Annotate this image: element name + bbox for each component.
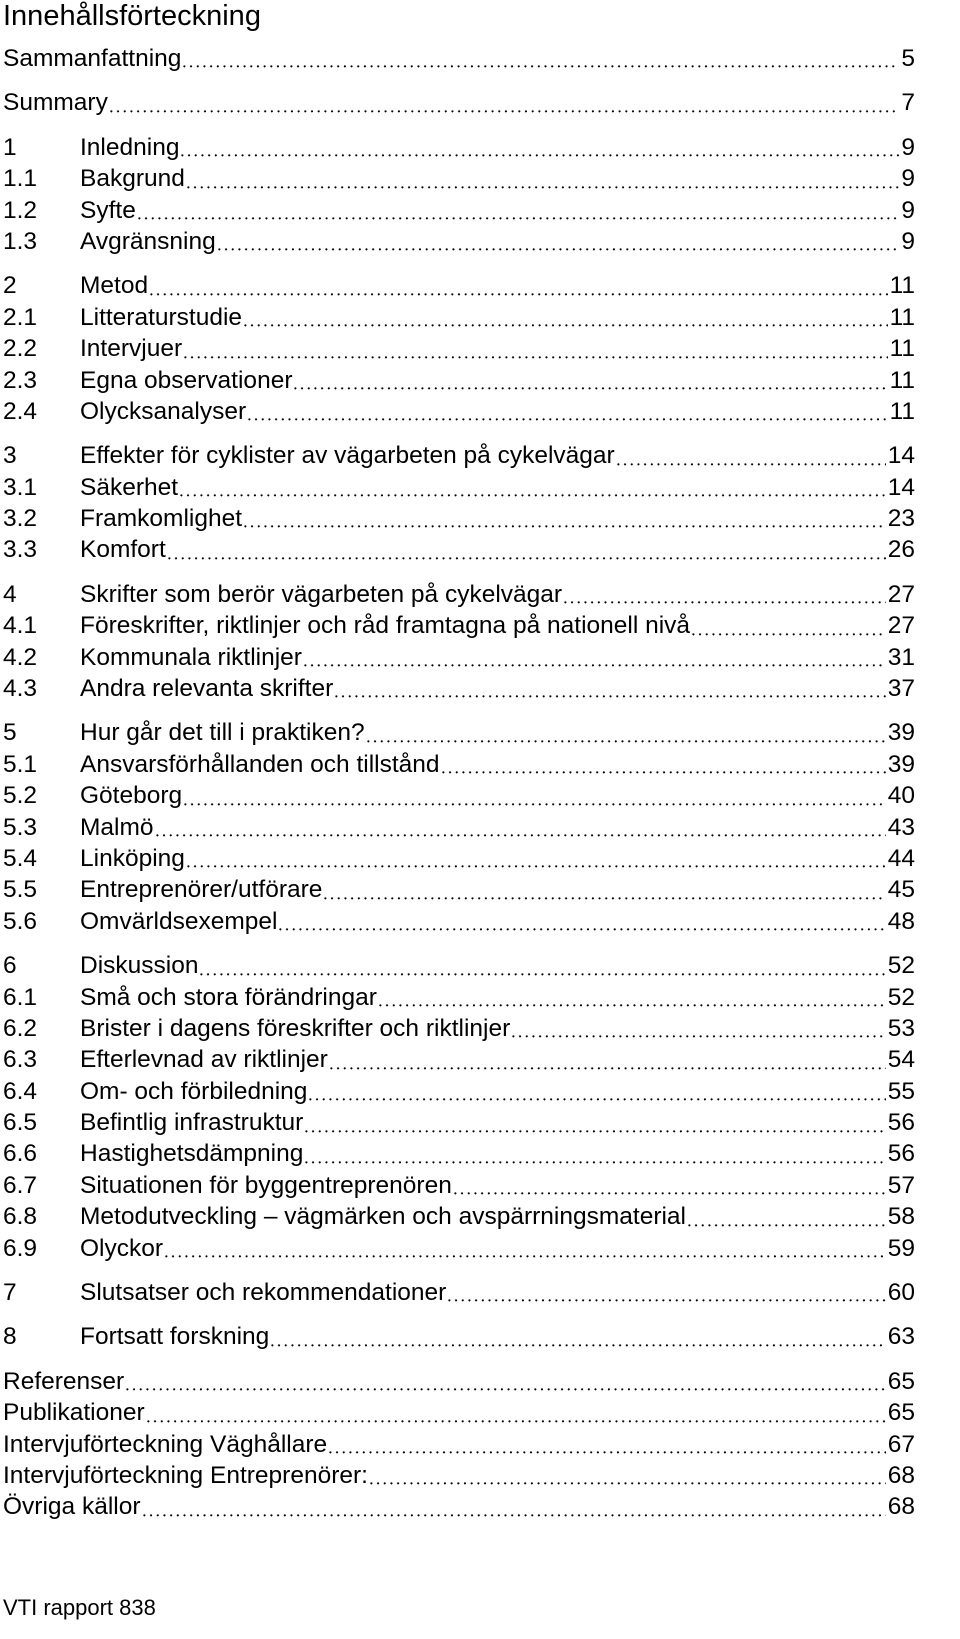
toc-dot-leader bbox=[564, 601, 886, 604]
toc-entry-page-number: 27 bbox=[887, 580, 915, 608]
toc-entry-number: 1.3 bbox=[3, 227, 38, 255]
toc-group bbox=[3, 440, 915, 566]
toc-dot-leader bbox=[512, 1035, 885, 1038]
toc-entry[interactable] bbox=[3, 673, 915, 704]
toc-entry[interactable] bbox=[3, 333, 915, 364]
toc-entry[interactable] bbox=[3, 642, 915, 673]
toc-entry-page-number: 11 bbox=[889, 366, 915, 394]
toc-entry-page-number: 67 bbox=[887, 1430, 915, 1458]
toc-entry-page-number: 11 bbox=[889, 335, 915, 363]
toc-list bbox=[3, 43, 915, 1536]
toc-dot-leader bbox=[442, 771, 886, 774]
toc-entry-label: Hur går det till i praktiken? bbox=[80, 719, 365, 747]
toc-entry-page-number: 68 bbox=[887, 1493, 915, 1521]
toc-entry-label: Hastighetsdämpning bbox=[80, 1140, 304, 1168]
toc-group bbox=[3, 87, 915, 118]
toc-entry[interactable] bbox=[3, 1491, 915, 1522]
toc-entry-label: Situationen för byggentreprenören bbox=[80, 1171, 452, 1199]
toc-entry-label: Bakgrund bbox=[80, 165, 185, 193]
toc-entry-page-number: 53 bbox=[887, 1014, 915, 1042]
toc-entry-page-number: 11 bbox=[889, 397, 915, 425]
toc-group bbox=[3, 579, 915, 705]
toc-entry[interactable] bbox=[3, 610, 915, 641]
toc-entry-page-number: 54 bbox=[887, 1046, 915, 1074]
toc-entry-label: Intervjuer bbox=[80, 335, 183, 363]
toc-entry[interactable] bbox=[3, 1076, 915, 1107]
toc-entry[interactable] bbox=[3, 1397, 915, 1428]
toc-dot-leader bbox=[330, 1067, 886, 1070]
toc-entry[interactable] bbox=[3, 534, 915, 565]
toc-dot-leader bbox=[379, 1004, 886, 1007]
toc-entry-page-number: 65 bbox=[887, 1367, 915, 1395]
toc-entry[interactable] bbox=[3, 780, 915, 811]
toc-entry-label: Entreprenörer/utförare bbox=[80, 876, 323, 904]
toc-entry-page-number: 55 bbox=[887, 1077, 915, 1105]
toc-dot-leader bbox=[183, 65, 899, 68]
toc-dot-leader bbox=[156, 834, 886, 837]
toc-dot-leader bbox=[305, 1130, 885, 1133]
toc-entry-page-number: 52 bbox=[887, 952, 915, 980]
toc-entry[interactable] bbox=[3, 1013, 915, 1044]
toc-entry-label: Brister i dagens föreskrifter och riktlinjer bbox=[80, 1014, 511, 1042]
toc-dot-leader bbox=[143, 1514, 886, 1517]
toc-entry-label: Säkerhet bbox=[80, 473, 179, 501]
toc-entry-label: Skrifter som berör vägarbeten på cykelvägar bbox=[80, 580, 563, 608]
toc-entry-number: 6.6 bbox=[3, 1140, 38, 1168]
toc-dot-leader bbox=[454, 1192, 886, 1195]
toc-entry[interactable] bbox=[3, 1201, 915, 1232]
toc-dot-leader bbox=[200, 973, 885, 976]
toc-entry-page-number: 63 bbox=[887, 1323, 915, 1351]
toc-entry[interactable] bbox=[3, 717, 915, 748]
toc-entry-number: 5 bbox=[3, 719, 17, 747]
toc-entry-number: 2.4 bbox=[3, 397, 38, 425]
toc-entry-page-number: 48 bbox=[887, 907, 915, 935]
toc-entry-label: Övriga källor bbox=[3, 1493, 141, 1521]
toc-entry[interactable] bbox=[3, 132, 915, 163]
toc-entry-page-number: 9 bbox=[901, 165, 915, 193]
toc-entry-number: 5.5 bbox=[3, 876, 38, 904]
toc-entry-number: 6.9 bbox=[3, 1234, 38, 1262]
toc-entry-page-number: 31 bbox=[887, 643, 915, 671]
toc-entry-page-number: 60 bbox=[887, 1279, 915, 1307]
toc-group bbox=[3, 1366, 915, 1523]
toc-entry[interactable] bbox=[3, 1277, 915, 1308]
toc-dot-leader bbox=[309, 1098, 885, 1101]
toc-entry-label: Litteraturstudie bbox=[80, 303, 243, 331]
toc-entry[interactable] bbox=[3, 87, 915, 118]
toc-group bbox=[3, 717, 915, 937]
toc-entry-label: Omvärldsexempel bbox=[80, 907, 278, 935]
toc-dot-leader bbox=[294, 387, 887, 390]
toc-entry-label: Komfort bbox=[80, 536, 166, 564]
toc-entry[interactable] bbox=[3, 579, 915, 610]
toc-group bbox=[3, 132, 915, 258]
toc-entry-number: 5.4 bbox=[3, 844, 38, 872]
toc-entry-label: Slutsatser och rekommendationer bbox=[80, 1279, 447, 1307]
toc-entry[interactable] bbox=[3, 226, 915, 257]
toc-entry-label: Fortsatt forskning bbox=[80, 1323, 270, 1351]
toc-dot-leader bbox=[165, 1255, 886, 1258]
toc-entry[interactable] bbox=[3, 163, 915, 194]
toc-entry-page-number: 39 bbox=[887, 719, 915, 747]
toc-entry-label: Framkomlighet bbox=[80, 505, 243, 533]
toc-entry-page-number: 43 bbox=[887, 813, 915, 841]
toc-dot-leader bbox=[335, 695, 885, 698]
toc-entry-label: Intervjuförteckning Väghållare bbox=[3, 1430, 328, 1458]
toc-entry-number: 1.1 bbox=[3, 165, 38, 193]
toc-entry[interactable] bbox=[3, 1429, 915, 1460]
toc-entry-page-number: 27 bbox=[887, 612, 915, 640]
toc-entry-label: Syfte bbox=[80, 196, 136, 224]
toc-dot-leader bbox=[324, 897, 885, 900]
toc-entry[interactable] bbox=[3, 906, 915, 937]
toc-entry-label: Sammanfattning bbox=[3, 44, 182, 72]
toc-dot-leader bbox=[184, 356, 887, 359]
toc-dot-leader bbox=[138, 217, 900, 220]
toc-entry-label: Intervjuförteckning Entreprenörer: bbox=[3, 1462, 368, 1489]
toc-dot-leader bbox=[370, 1482, 886, 1485]
toc-dot-leader bbox=[329, 1451, 886, 1454]
toc-dot-leader bbox=[150, 293, 887, 296]
toc-entry[interactable] bbox=[3, 749, 915, 780]
toc-entry-page-number: 44 bbox=[887, 844, 915, 872]
toc-entry-number: 2.1 bbox=[3, 303, 38, 331]
toc-entry[interactable] bbox=[3, 1366, 915, 1397]
toc-dot-leader bbox=[692, 633, 886, 636]
toc-entry-label: Andra relevanta skrifter bbox=[80, 675, 334, 703]
toc-dot-leader bbox=[279, 928, 885, 931]
toc-entry-page-number: 65 bbox=[887, 1399, 915, 1427]
toc-dot-leader bbox=[187, 865, 886, 868]
toc-entry[interactable] bbox=[3, 874, 915, 905]
toc-entry[interactable] bbox=[3, 982, 915, 1013]
toc-entry-label: Avgränsning bbox=[80, 227, 216, 255]
toc-entry-label: Malmö bbox=[80, 813, 154, 841]
toc-entry-label: Referenser bbox=[3, 1367, 125, 1395]
toc-entry-number: 8 bbox=[3, 1323, 17, 1351]
toc-entry-page-number: 11 bbox=[889, 303, 915, 331]
toc-entry-label: Små och stora förändringar bbox=[80, 983, 377, 1011]
page-footer: VTI rapport 838 bbox=[3, 1595, 156, 1620]
toc-entry-number: 5.1 bbox=[3, 750, 38, 778]
toc-entry-number: 6.5 bbox=[3, 1109, 38, 1137]
toc-dot-leader bbox=[181, 154, 899, 157]
toc-group bbox=[3, 43, 915, 74]
toc-entry-number: 2.3 bbox=[3, 366, 38, 394]
toc-entry-page-number: 57 bbox=[887, 1171, 915, 1199]
toc-entry-label: Göteborg bbox=[80, 782, 183, 810]
toc-entry-page-number: 7 bbox=[901, 89, 915, 117]
toc-entry-number: 6.8 bbox=[3, 1203, 38, 1231]
toc-dot-leader bbox=[187, 186, 899, 189]
toc-entry[interactable] bbox=[3, 1233, 915, 1264]
toc-entry-page-number: 14 bbox=[887, 442, 915, 470]
toc-entry[interactable] bbox=[3, 950, 915, 981]
toc-dot-leader bbox=[244, 525, 886, 528]
toc-group bbox=[3, 1277, 915, 1308]
toc-entry-label: Efterlevnad av riktlinjer bbox=[80, 1046, 328, 1074]
toc-dot-leader bbox=[110, 110, 900, 113]
toc-group bbox=[3, 950, 915, 1264]
toc-entry-number: 6.3 bbox=[3, 1046, 38, 1074]
toc-entry-number: 6 bbox=[3, 952, 17, 980]
toc-entry[interactable] bbox=[3, 1044, 915, 1075]
toc-entry-number: 4.2 bbox=[3, 643, 38, 671]
toc-entry[interactable] bbox=[3, 472, 915, 503]
toc-entry-page-number: 45 bbox=[887, 876, 915, 904]
toc-entry-number: 3 bbox=[3, 442, 17, 470]
toc-entry-label: Publikationer bbox=[3, 1399, 145, 1427]
toc-entry[interactable] bbox=[3, 503, 915, 534]
toc-entry-label: Kommunala riktlinjer bbox=[80, 643, 302, 671]
toc-entry-number: 4 bbox=[3, 580, 17, 608]
toc-entry-number: 4.1 bbox=[3, 612, 38, 640]
toc-entry-number: 4.3 bbox=[3, 675, 38, 703]
toc-entry-page-number: 26 bbox=[887, 536, 915, 564]
toc-entry-page-number: 37 bbox=[887, 675, 915, 703]
toc-entry-number: 5.2 bbox=[3, 782, 38, 810]
toc-entry-page-number: 5 bbox=[901, 44, 915, 72]
toc-entry-number: 6.1 bbox=[3, 983, 38, 1011]
toc-entry-page-number: 40 bbox=[887, 782, 915, 810]
toc-entry-page-number: 11 bbox=[889, 272, 915, 300]
toc-entry[interactable] bbox=[3, 1139, 915, 1170]
toc-entry[interactable] bbox=[3, 843, 915, 874]
toc-entry-label: Egna observationer bbox=[80, 366, 293, 394]
toc-entry-label: Summary bbox=[3, 89, 108, 117]
toc-entry-label: Effekter för cyklister av vägarbeten på cykelvägar bbox=[80, 442, 615, 470]
toc-entry-page-number: 68 bbox=[887, 1462, 915, 1489]
toc-entry-page-number: 39 bbox=[887, 750, 915, 778]
toc-dot-leader bbox=[271, 1344, 885, 1347]
toc-entry-label: Diskussion bbox=[80, 952, 199, 980]
toc-entry[interactable] bbox=[3, 1107, 915, 1138]
toc-entry-label: Om- och förbiledning bbox=[80, 1077, 308, 1105]
toc-group bbox=[3, 1321, 915, 1352]
toc-entry-number: 3.3 bbox=[3, 536, 38, 564]
toc-entry-number: 7 bbox=[3, 1279, 17, 1307]
toc-entry-page-number: 9 bbox=[901, 196, 915, 224]
toc-entry-number: 3.2 bbox=[3, 505, 38, 533]
toc-entry-label: Föreskrifter, riktlinjer och råd framtagna på nationell nivå bbox=[80, 612, 691, 640]
toc-entry[interactable] bbox=[3, 270, 915, 301]
toc-entry-number: 1 bbox=[3, 133, 17, 161]
toc-dot-leader bbox=[126, 1388, 886, 1391]
toc-title: Innehållsförteckning bbox=[3, 0, 261, 32]
toc-dot-leader bbox=[244, 324, 888, 327]
toc-entry[interactable] bbox=[3, 1321, 915, 1352]
toc-entry-page-number: 56 bbox=[887, 1109, 915, 1137]
toc-dot-leader bbox=[180, 494, 886, 497]
toc-group bbox=[3, 270, 915, 427]
toc-dot-leader bbox=[367, 740, 886, 743]
toc-entry-label: Olyckor bbox=[80, 1234, 164, 1262]
toc-entry-page-number: 59 bbox=[887, 1234, 915, 1262]
toc-entry[interactable] bbox=[3, 396, 915, 427]
toc-entry-page-number: 58 bbox=[887, 1203, 915, 1231]
toc-entry-number: 5.6 bbox=[3, 907, 38, 935]
toc-entry-number: 1.2 bbox=[3, 196, 38, 224]
toc-dot-leader bbox=[147, 1420, 886, 1423]
toc-entry[interactable] bbox=[3, 302, 915, 333]
toc-dot-leader bbox=[304, 664, 886, 667]
toc-entry[interactable] bbox=[3, 365, 915, 396]
toc-dot-leader bbox=[688, 1224, 886, 1227]
toc-entry-number: 3.1 bbox=[3, 473, 38, 501]
toc-dot-leader bbox=[305, 1161, 885, 1164]
toc-entry-page-number: 52 bbox=[887, 983, 915, 1011]
toc-dot-leader bbox=[248, 418, 887, 421]
toc-entry-page-number: 56 bbox=[887, 1140, 915, 1168]
toc-entry-page-number: 9 bbox=[901, 133, 915, 161]
toc-dot-leader bbox=[617, 463, 886, 466]
toc-entry-label: Inledning bbox=[80, 133, 180, 161]
toc-dot-leader bbox=[168, 557, 886, 560]
toc-entry[interactable] bbox=[3, 43, 915, 74]
toc-entry-page-number: 23 bbox=[887, 505, 915, 533]
toc-entry-number: 5.3 bbox=[3, 813, 38, 841]
toc-entry-number: 6.4 bbox=[3, 1077, 38, 1105]
toc-dot-leader bbox=[184, 803, 886, 806]
toc-entry[interactable] bbox=[3, 195, 915, 226]
toc-dot-leader bbox=[448, 1299, 885, 1302]
toc-entry-page-number: 14 bbox=[887, 473, 915, 501]
toc-entry-number: 6.2 bbox=[3, 1014, 38, 1042]
toc-entry-label: Metodutveckling – vägmärken och avspärrningsmaterial bbox=[80, 1203, 686, 1231]
toc-entry-label: Metod bbox=[80, 272, 149, 300]
toc-entry[interactable] bbox=[3, 812, 915, 843]
toc-entry-number: 6.7 bbox=[3, 1171, 38, 1199]
toc-entry-label: Olycksanalyser bbox=[80, 397, 247, 425]
toc-dot-leader bbox=[218, 248, 900, 251]
toc-entry[interactable] bbox=[3, 440, 915, 471]
toc-entry-number: 2.2 bbox=[3, 335, 38, 363]
toc-entry[interactable] bbox=[3, 1460, 915, 1491]
toc-entry-number: 2 bbox=[3, 272, 17, 300]
toc-entry[interactable] bbox=[3, 1170, 915, 1201]
toc-entry-page-number: 9 bbox=[901, 227, 915, 255]
toc-entry-label: Befintlig infrastruktur bbox=[80, 1109, 304, 1137]
toc-entry-label: Ansvarsförhållanden och tillstånd bbox=[80, 750, 440, 778]
toc-entry-label: Linköping bbox=[80, 844, 185, 872]
